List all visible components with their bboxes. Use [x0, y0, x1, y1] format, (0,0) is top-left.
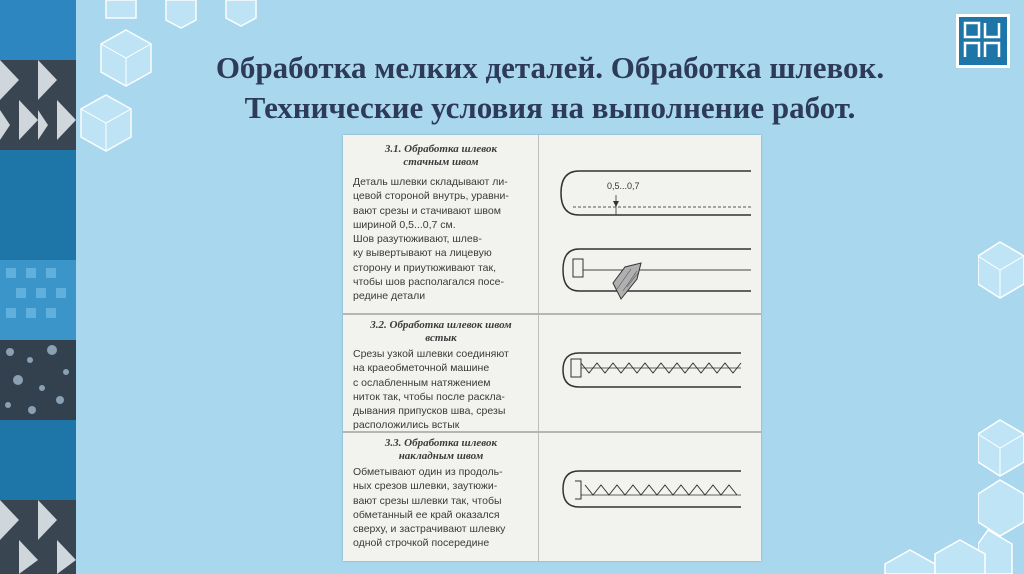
figure-seam-stitched	[541, 155, 756, 225]
decorative-cubes-bottom	[880, 520, 990, 574]
pattern-strip-graphic	[0, 0, 76, 574]
figure-loop-turned	[541, 239, 756, 309]
technical-conditions-table	[343, 135, 761, 561]
slide-title	[120, 48, 980, 128]
section-3-text: Обметывают один из продоль- ных срезов шлевки, заутюжи- вают срезы шлевки так, чтобы обметанный ее край оказался сверху, и застрачивают шлевку одной строчкой посередине	[353, 466, 506, 550]
section-2-text: Срезы узкой шлевки соединяют на краеобметочной машине с ослабленным натяжением ниток так, чтобы после раскла- дывания припусков шва, срезы расположились встык	[353, 348, 509, 432]
section-divider-1	[343, 313, 761, 315]
seam-width-label: 0,5...0,7	[607, 181, 640, 191]
section-1-text: Деталь шлевки складывают ли- цевой стороной внутрь, уравни- вают срезы и стачивают швом шириной 0,5...0,7 см. Шов разутюживают, шлев- ку вывертывают на лицевую сторону и приутюживают так, чтобы шов располагался посе- редине детали	[353, 176, 509, 303]
decorative-side-strip	[0, 0, 76, 574]
section-2-title: 3.2. Обработка шлевок швом встык	[370, 319, 512, 344]
section-1-title: 3.1. Обработка шлевок стачным швом	[384, 143, 498, 168]
section-3-title: 3.3. Обработка шлевок накладным швом	[384, 437, 498, 462]
slide-title-line-1: Обработка мелких деталей. Обработка шлевок.	[215, 50, 885, 85]
figure-overlap-seam	[541, 463, 756, 523]
column-divider	[538, 135, 539, 561]
slide-title-line-2: Технические условия на выполнение работ.	[244, 90, 856, 125]
figure-butt-seam	[541, 345, 756, 405]
